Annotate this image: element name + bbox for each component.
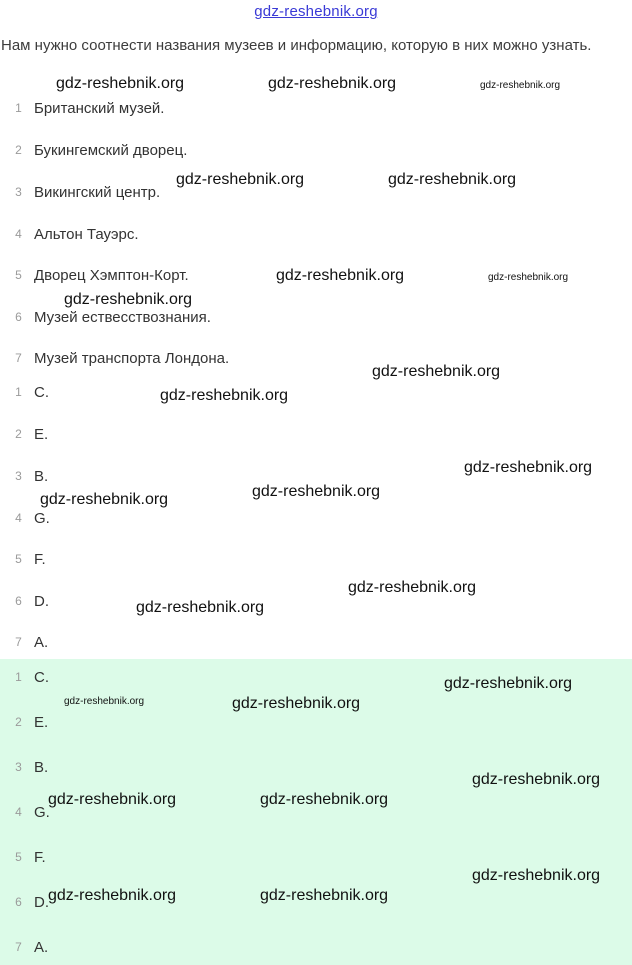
museum-item-4 xyxy=(0,222,139,246)
watermark: gdz-reshebnik.org xyxy=(56,75,185,92)
match-letter: G. xyxy=(34,509,50,527)
museum-name: Британский музей. xyxy=(34,99,165,117)
item-number: 7 xyxy=(15,351,22,365)
item-number: 2 xyxy=(15,143,22,157)
item-number: 6 xyxy=(15,895,22,909)
match-letter: D. xyxy=(34,592,49,610)
watermark: gdz-reshebnik.org xyxy=(348,579,477,596)
answer-item-5 xyxy=(0,845,46,869)
watermark: gdz-reshebnik.org xyxy=(48,887,177,904)
site-header-link[interactable]: gdz-reshebnik.org xyxy=(254,3,378,20)
item-number: 5 xyxy=(15,268,22,282)
watermark: gdz-reshebnik.org xyxy=(64,291,193,308)
museum-name: Букингемский дворец. xyxy=(34,141,188,159)
item-number: 6 xyxy=(15,310,22,324)
item-number: 3 xyxy=(15,760,22,774)
watermark: gdz-reshebnik.org xyxy=(252,483,381,500)
answer-item-7 xyxy=(0,935,48,959)
match-letter: B. xyxy=(34,467,49,485)
watermark: gdz-reshebnik.org xyxy=(260,791,389,808)
watermark: gdz-reshebnik.org xyxy=(64,696,145,707)
match-item-3 xyxy=(0,464,48,488)
watermark: gdz-reshebnik.org xyxy=(444,675,573,692)
answer-item-3 xyxy=(0,755,48,779)
museum-name: Музей ествесствознания. xyxy=(34,308,211,326)
answer-letter: F. xyxy=(34,848,46,866)
item-number: 1 xyxy=(15,101,22,115)
answer-letter: A. xyxy=(34,938,49,956)
watermark: gdz-reshebnik.org xyxy=(276,267,405,284)
watermark: gdz-reshebnik.org xyxy=(464,459,593,476)
item-number: 4 xyxy=(15,511,22,525)
museum-name: Дворец Хэмптон-Корт. xyxy=(34,266,189,284)
match-letter: A. xyxy=(34,633,49,651)
answer-item-4 xyxy=(0,800,50,824)
answer-letter: B. xyxy=(34,758,49,776)
answer-letter: C. xyxy=(34,668,49,686)
item-number: 3 xyxy=(15,185,22,199)
match-item-5 xyxy=(0,547,46,571)
watermark: gdz-reshebnik.org xyxy=(260,887,389,904)
match-letter: F. xyxy=(34,550,46,568)
watermark: gdz-reshebnik.org xyxy=(136,599,265,616)
museum-item-2 xyxy=(0,138,187,162)
watermark: gdz-reshebnik.org xyxy=(48,791,177,808)
match-letter: C. xyxy=(34,383,49,401)
museum-item-1 xyxy=(0,96,164,120)
watermark: gdz-reshebnik.org xyxy=(388,171,517,188)
museum-name: Альтон Тауэрс. xyxy=(34,225,139,243)
watermark: gdz-reshebnik.org xyxy=(372,363,501,380)
answer-letter: E. xyxy=(34,713,49,731)
item-number: 2 xyxy=(15,715,22,729)
item-number: 1 xyxy=(15,385,22,399)
item-number: 6 xyxy=(15,594,22,608)
museum-item-5 xyxy=(0,263,189,287)
task-intro: Нам нужно соотнести названия музеев и информацию, которую в них можно узнать. xyxy=(1,37,592,54)
answer-letter: G. xyxy=(34,803,50,821)
item-number: 7 xyxy=(15,940,22,954)
item-number: 2 xyxy=(15,427,22,441)
watermark: gdz-reshebnik.org xyxy=(268,75,397,92)
museum-name: Викингский центр. xyxy=(34,183,161,201)
item-number: 5 xyxy=(15,552,22,566)
match-item-2 xyxy=(0,422,48,446)
watermark: gdz-reshebnik.org xyxy=(160,387,289,404)
answer-letter: D. xyxy=(34,893,49,911)
watermark: gdz-reshebnik.org xyxy=(472,771,601,788)
answer-item-6 xyxy=(0,890,49,914)
answer-item-1 xyxy=(0,665,49,689)
match-item-4 xyxy=(0,506,50,530)
watermark: gdz-reshebnik.org xyxy=(176,171,305,188)
watermark: gdz-reshebnik.org xyxy=(472,867,601,884)
watermark: gdz-reshebnik.org xyxy=(480,80,561,91)
item-number: 5 xyxy=(15,850,22,864)
item-number: 4 xyxy=(15,805,22,819)
match-item-7 xyxy=(0,630,48,654)
museum-name: Музей транспорта Лондона. xyxy=(34,349,230,367)
match-item-1 xyxy=(0,380,49,404)
answer-item-2 xyxy=(0,710,48,734)
watermark: gdz-reshebnik.org xyxy=(232,695,361,712)
museum-item-7 xyxy=(0,346,229,370)
item-number: 4 xyxy=(15,227,22,241)
match-item-6 xyxy=(0,589,49,613)
match-letter: E. xyxy=(34,425,49,443)
item-number: 7 xyxy=(15,635,22,649)
item-number: 1 xyxy=(15,670,22,684)
watermark: gdz-reshebnik.org xyxy=(40,491,169,508)
item-number: 3 xyxy=(15,469,22,483)
museum-item-3 xyxy=(0,180,160,204)
watermark: gdz-reshebnik.org xyxy=(488,272,569,283)
